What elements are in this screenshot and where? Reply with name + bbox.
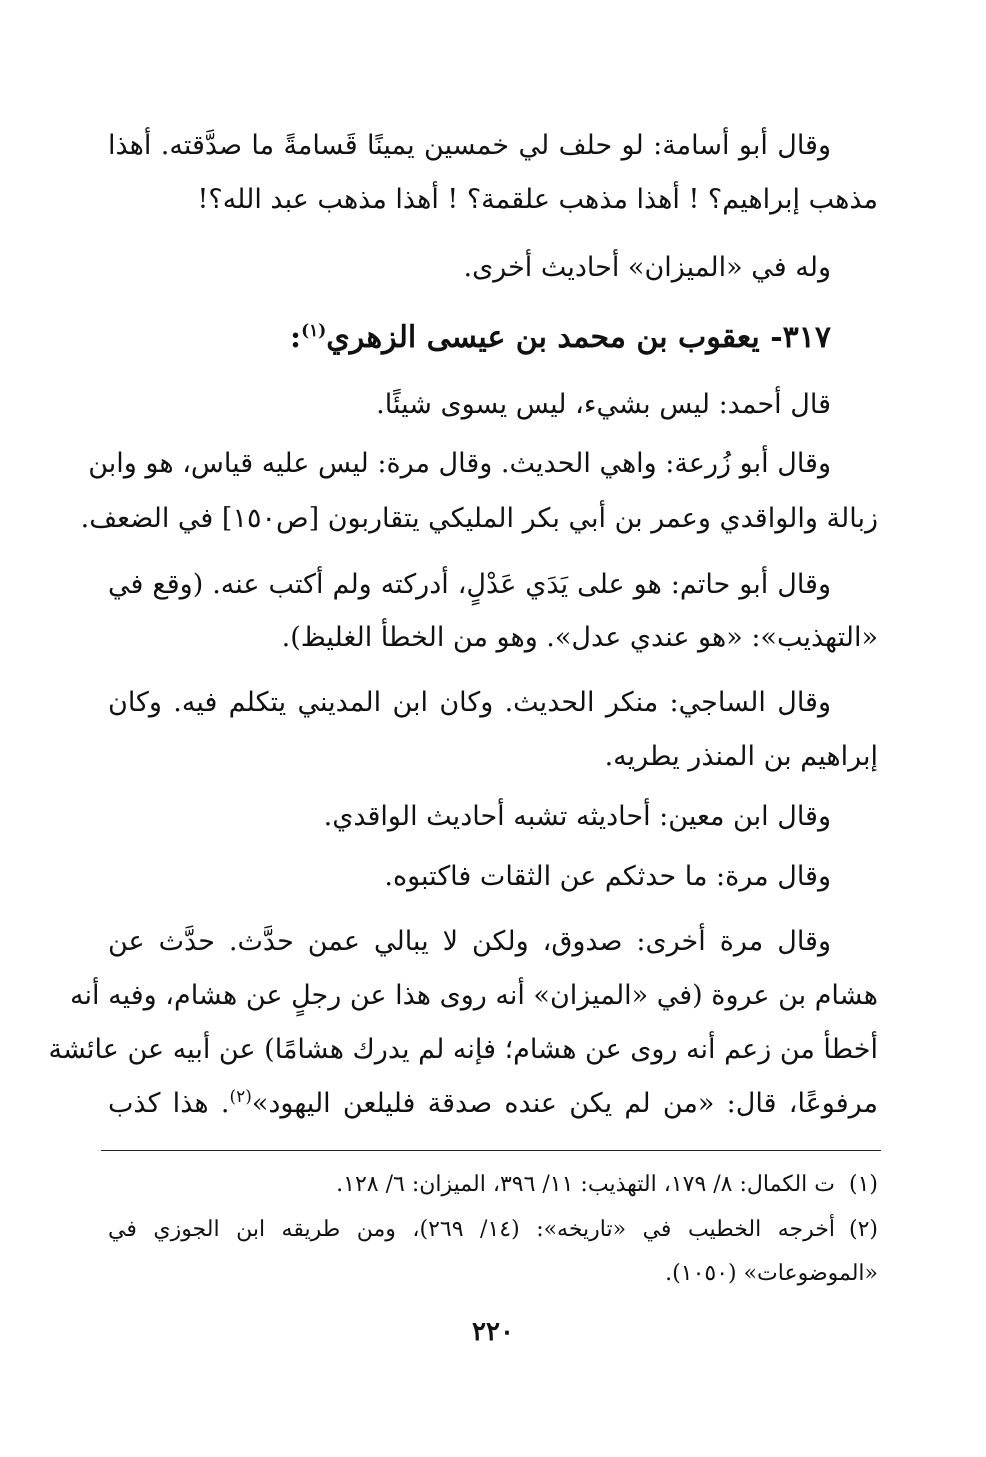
footnote-text: «الموضوعات» (١٠٥٠). bbox=[665, 1261, 878, 1286]
paragraph-text: «التهذيب»: «هو عندي عدل». وهو من الخطأ الغليظ). bbox=[281, 622, 878, 653]
paragraph-text: وقال مرة أخرى: صدوق، ولكن لا يبالي عمن حدَّث. حدَّث عن bbox=[108, 926, 831, 957]
body-line bbox=[463, 248, 831, 288]
body-line bbox=[198, 180, 878, 220]
entry-heading-text: ٣١٧- يعقوب بن محمد بن عيسى الزهري bbox=[326, 320, 831, 355]
page-number: ٢٢٠ bbox=[472, 1317, 514, 1347]
paragraph-text: وقال مرة: ما حدثكم عن الثقات فاكتبوه. bbox=[384, 861, 831, 892]
body-line bbox=[108, 922, 831, 962]
footnote bbox=[108, 1213, 878, 1247]
body-line bbox=[324, 797, 831, 837]
footnote-marker: (٢) bbox=[229, 1087, 252, 1107]
paragraph-text: مذهب إبراهيم؟ ! أهذا مذهب علقمة؟ ! أهذا مذهب عبد الله؟! bbox=[197, 184, 878, 215]
body-line bbox=[384, 857, 831, 897]
body-line bbox=[108, 1084, 878, 1124]
paragraph-text: وقال أبو حاتم: هو على يَدَي عَدْلٍ، أدركته ولم أكتب عنه. (وقع في bbox=[108, 569, 831, 600]
footnote-number: (١) bbox=[848, 1172, 878, 1197]
body-line bbox=[88, 444, 831, 484]
footnote-text: أخرجه الخطيب في «تاريخه»: (١٤/ ٢٦٩)، ومن طريقه ابن الجوزي في bbox=[108, 1217, 835, 1242]
footnote-marker: (١) bbox=[301, 321, 327, 341]
paragraph-text: زبالة والواقدي وعمر بن أبي بكر المليكي يتقاربون [ص١٥٠] في الضعف. bbox=[80, 503, 878, 534]
paragraph-text: وقال ابن معين: أحاديثه تشبه أحاديث الواقدي. bbox=[323, 801, 831, 832]
footnote bbox=[336, 1168, 878, 1202]
paragraph-text-part: مرفوعًا، قال: «من لم يكن عنده صدقة فليلعن اليهود» bbox=[251, 1088, 878, 1119]
paragraph-text: وقال الساجي: منكر الحديث. وكان ابن المديني يتكلم فيه. وكان bbox=[108, 687, 831, 718]
body-line bbox=[48, 1030, 878, 1070]
paragraph-text: هشام بن عروة (في «الميزان» أنه روى هذا عن رجلٍ عن هشام، وفيه أنه bbox=[70, 980, 878, 1011]
body-line bbox=[108, 683, 831, 723]
body-line bbox=[605, 737, 878, 777]
paragraph-text: قال أحمد: ليس بشيء، ليس يسوى شيئًا. bbox=[376, 389, 831, 420]
paragraph-text-part: . هذا كذب bbox=[108, 1088, 230, 1119]
footnote-continuation bbox=[665, 1257, 878, 1291]
body-line bbox=[108, 126, 831, 166]
body-line bbox=[70, 976, 878, 1016]
footnote-number: (٢) bbox=[849, 1217, 879, 1242]
body-line bbox=[282, 618, 878, 658]
body-line bbox=[81, 499, 878, 539]
body-line bbox=[376, 385, 831, 425]
paragraph-text: إبراهيم بن المنذر يطريه. bbox=[604, 741, 878, 772]
paragraph-text: وقال أبو زُرعة: واهي الحديث. وقال مرة: ليس عليه قياس، هو وابن bbox=[88, 448, 831, 479]
footnote-separator bbox=[101, 1150, 881, 1151]
body-line bbox=[108, 565, 831, 605]
paragraph-text: أخطأ من زعم أنه روى عن هشام؛ فإنه لم يدرك هشامًا) عن أبيه عن عائشة bbox=[48, 1034, 878, 1065]
heading-colon: : bbox=[289, 320, 302, 355]
paragraph-text bbox=[108, 1088, 878, 1119]
entry-heading bbox=[290, 318, 831, 358]
paragraph-text: وقال أبو أسامة: لو حلف لي خمسين يمينًا قَسامةً ما صدَّقته. أهذا bbox=[108, 130, 831, 161]
paragraph-text: وله في «الميزان» أحاديث أخرى. bbox=[463, 252, 831, 283]
footnote-text: ت الكمال: ٨/ ١٧٩، التهذيب: ١١/ ٣٩٦، الميزان: ٦/ ١٢٨. bbox=[336, 1172, 835, 1197]
